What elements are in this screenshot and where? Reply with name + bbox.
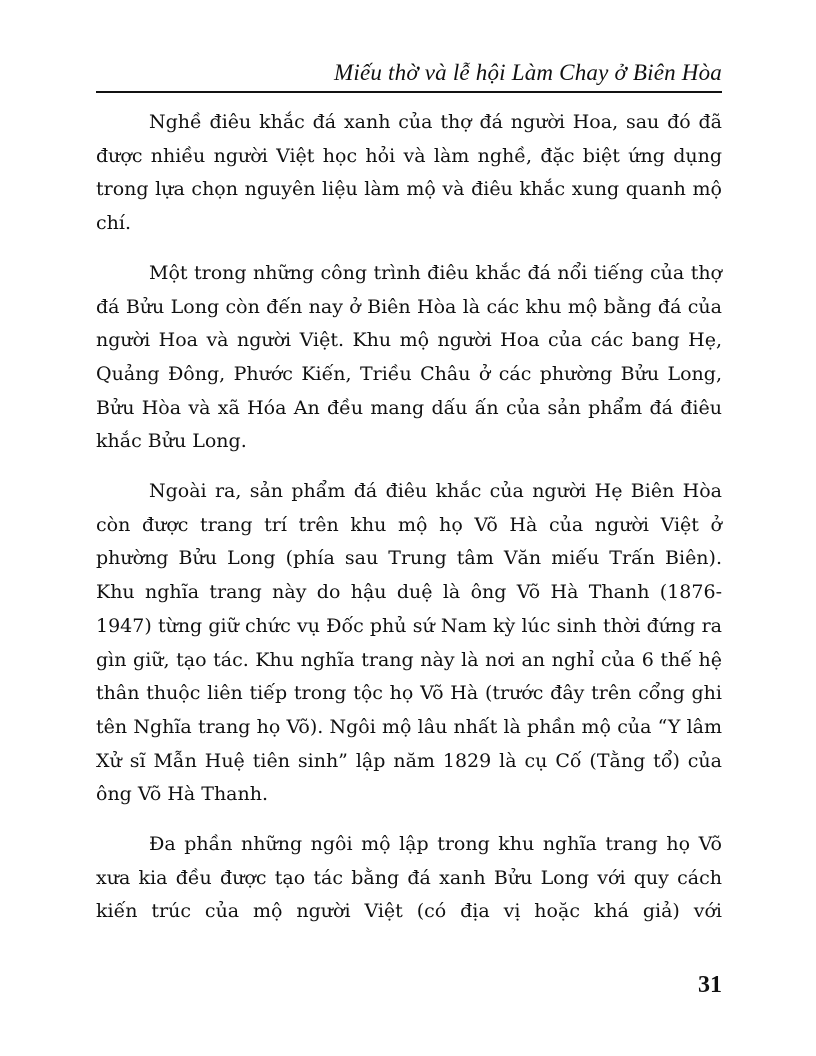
paragraph-2: Một trong những công trình điêu khắc đá nổi tiếng của thợ đá Bửu Long còn đến nay ở Biên Hòa là các khu mộ bằng đá của người Hoa và người Việt. Khu mộ người Hoa của các bang Hẹ, Quảng Đông, Phước Kiến, Triều Châu ở các phường Bửu Long, Bửu Hòa và xã Hóa An đều mang dấu ấn của sản phẩm đá điêu khắc Bửu Long. <box>96 261 722 453</box>
header-rule <box>96 91 722 93</box>
page-number: 31 <box>698 972 722 998</box>
paragraph-4: Đa phần những ngôi mộ lập trong khu nghĩa trang họ Võ xưa kia đều được tạo tác bằng đá xanh Bửu Long với quy cách kiến trúc của mộ người Việt (có địa vị hoặc khá giả) với <box>96 833 722 923</box>
body-text <box>96 106 722 945</box>
running-header-title: Miếu thờ và lễ hội Làm Chay ở Biên Hòa <box>334 60 722 85</box>
paragraph-1: Nghề điêu khắc đá xanh của thợ đá người Hoa, sau đó đã được nhiều người Việt học hỏi và làm nghề, đặc biệt ứng dụng trong lựa chọn nguyên liệu làm mộ và điêu khắc xung quanh mộ chí. <box>96 111 722 235</box>
paragraph-3: Ngoài ra, sản phẩm đá điêu khắc của người Hẹ Biên Hòa còn được trang trí trên khu mộ họ Võ Hà của người Việt ở phường Bửu Long (phía sau Trung tâm Văn miếu Trấn Biên). Khu nghĩa trang này do hậu duệ là ông Võ Hà Thanh (1876-1947) từng giữ chức vụ Đốc phủ sứ Nam kỳ lúc sinh thời đứng ra gìn giữ, tạo tác. Khu nghĩa trang này là nơi an nghỉ của 6 thế hệ thân thuộc liên tiếp trong tộc họ Võ Hà (trước đây trên cổng ghi tên Nghĩa trang họ Võ). Ngôi mộ lâu nhất là phần mộ của “Y lâm Xử sĩ Mẫn Huệ tiên sinh” lập năm 1829 là cụ Cố (Tằng tổ) của ông Võ Hà Thanh. <box>96 480 722 806</box>
